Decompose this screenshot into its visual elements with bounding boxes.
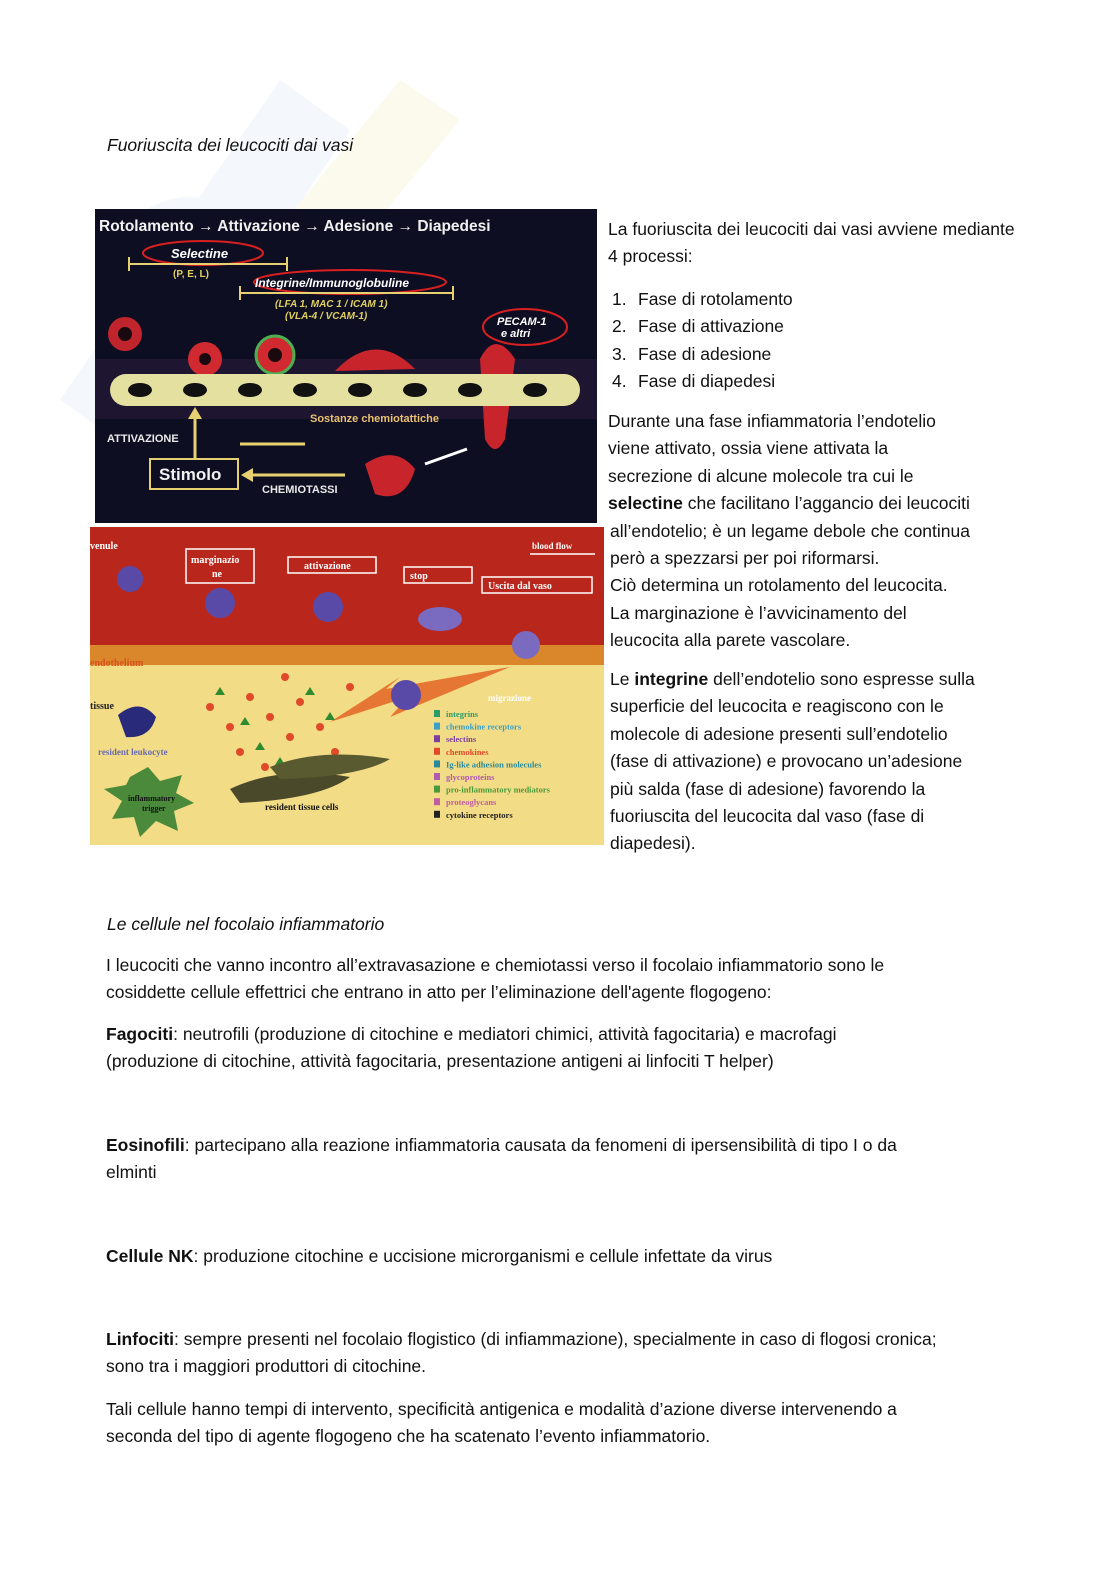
fig1-endothelium	[110, 374, 580, 406]
process-steps-list	[612, 286, 793, 396]
legend-marker	[434, 760, 440, 767]
section-heading-cellule: Le cellule nel focolaio infiammatorio	[107, 914, 385, 934]
bold-term-integrine: integrine	[634, 669, 709, 689]
legend-label: chemokines	[446, 746, 489, 757]
fig1-stage-header: Rotolamento → Attivazione → Adesione → Diapedesi	[99, 218, 491, 235]
legend-marker	[434, 723, 440, 730]
figure-leukocyte-migration-diagram	[90, 527, 604, 845]
list-item: 4. Fase di diapedesi	[612, 371, 776, 392]
legend-marker	[434, 786, 440, 793]
legend-label: glycoproteins	[446, 772, 495, 782]
fig2-migrazione-label: migrazione	[488, 693, 531, 703]
paragraph-linfociti: Linfociti: sempre presenti nel focolaio flogistico (di infiammazione), specialmente in caso di flogosi cronica; sono tra i maggiori produttori di citochine.	[106, 1329, 937, 1377]
fig2-attivazione-label: attivazione	[304, 561, 351, 572]
fig1-pecam-sub: e altri	[501, 328, 531, 340]
fig2-marginazione-label1: marginazio	[191, 555, 240, 566]
figure-leukocyte-extravasation-stages	[95, 209, 597, 523]
legend-marker	[434, 748, 440, 755]
bold-term-eosinofili: Eosinofili	[106, 1135, 185, 1155]
bold-term-cellule-nk: Cellule NK	[106, 1246, 194, 1266]
section1-paragraph-selectine: Durante una fase infiammatoria l’endotelio viene attivato, ossia viene attivata la secrezione di alcune molecole tra cui le selectine che facilitano l’aggancio dei leucociti all’endotelio; è un legame debole che continua però a spezzarsi per poi riformarsi. Ciò determina un rotolamento del leucocita. La marginazione è l’avvicinamento del leucocita alla parete vascolare.	[608, 411, 970, 651]
fig2-resident-tissue-label: resident tissue cells	[265, 802, 339, 812]
section-heading-fuoriuscita: Fuoriuscita dei leucociti dai vasi	[107, 135, 354, 155]
fig1-selectine-sub: (P, E, L)	[173, 269, 209, 280]
legend-marker	[434, 710, 440, 717]
paragraph-eosinofili: Eosinofili: partecipano alla reazione infiammatoria causata da fenomeni di ipersensibilità di tipo I o da elminti	[106, 1135, 897, 1183]
legend-label: proteoglycans	[446, 797, 497, 808]
section1-paragraph-integrine: Le integrine dell’endotelio sono espresse sulla superficie del leucocita e reagiscono con le molecole di adesione presenti sull’endotelio (fase di attivazione) e provocano un’adesione più salda (fase di adesione) favorendo la fuoriuscita del leucocita dal vaso (fase di diapedesi).	[610, 669, 975, 854]
paragraph-conclusione: Tali cellule hanno tempi di intervento, specificità antigenica e modalità d’azione diverse intervenendo a seconda del tipo di agente flogogeno che ha scatenato l’evento infiammatorio.	[106, 1399, 897, 1447]
list-item: 1. Fase di rotolamento	[612, 289, 793, 309]
fig2-tissue-label: tissue	[90, 701, 114, 712]
fig1-chemiotassi-label: CHEMIOTASSI	[262, 484, 338, 496]
list-item: 3. Fase di adesione	[612, 343, 772, 364]
section1-intro: La fuoriuscita dei leucociti dai vasi avviene mediante 4 processi:	[608, 219, 1015, 267]
fig2-inflammatory-label1: inflammatory	[128, 794, 176, 803]
list-item: 2. Fase di attivazione	[612, 316, 784, 337]
legend-marker	[434, 773, 440, 780]
fig1-integrine-sub2: (VLA-4 / VCAM-1)	[285, 311, 368, 322]
fig2-marginazione-label2: ne	[212, 569, 222, 580]
legend-marker	[434, 735, 440, 742]
fig1-integrine-sub1: (LFA 1, MAC 1 / ICAM 1)	[275, 299, 388, 310]
legend-label: pro-inflammatory mediators	[446, 784, 550, 795]
legend-label: Ig-like adhesion molecules	[446, 759, 542, 770]
fig1-pecam-label: PECAM-1	[497, 316, 547, 328]
legend-label: integrins	[446, 709, 479, 719]
fig2-stop-label: stop	[410, 571, 428, 582]
paragraph-cellule-nk: Cellule NK: produzione citochine e uccisione microrganismi e cellule infettate da virus	[106, 1246, 773, 1266]
fig1-stimolo-label: Stimolo	[159, 465, 222, 484]
legend-marker	[434, 798, 440, 805]
legend-label: selectins	[446, 734, 477, 745]
fig1-sostanze-label: Sostanze chemiotattiche	[310, 413, 439, 425]
fig2-uscita-label: Uscita dal vaso	[488, 581, 552, 592]
fig1-attivazione-label: ATTIVAZIONE	[107, 433, 179, 445]
fig1-integrine-label: Integrine/Immunoglobuline	[255, 276, 409, 290]
fig2-endothelium-label: endothelium	[90, 658, 144, 669]
fig2-inflammatory-label2: trigger	[142, 804, 166, 813]
legend-label: cytokine receptors	[446, 809, 513, 820]
fig2-venule-label: venule	[90, 541, 118, 552]
fig1-selectine-label: Selectine	[171, 246, 229, 261]
legend-marker	[434, 811, 440, 818]
paragraph-fagociti: Fagociti: neutrofili (produzione di citochine e mediatori chimici, attività fagocitaria) e macrofagi (produzione di citochine, attività fagocitaria, presentazione antigeni ai linfociti T helper)	[106, 1024, 837, 1072]
bold-term-linfociti: Linfociti	[106, 1329, 175, 1349]
section2-intro: I leucociti che vanno incontro all’extravasazione e chemiotassi verso il focolaio infiammatorio sono le cosiddette cellule effettrici che entrano in atto per l’eliminazione dell'agente flogogeno:	[106, 955, 885, 1003]
bold-term-fagociti: Fagociti	[106, 1024, 174, 1044]
fig2-resident-leukocyte-label: resident leukocyte	[98, 747, 168, 757]
bold-term-selectine: selectine	[608, 493, 683, 514]
fig2-blood-flow-label: blood flow	[532, 541, 573, 551]
legend-label: chemokine receptors	[446, 721, 522, 732]
